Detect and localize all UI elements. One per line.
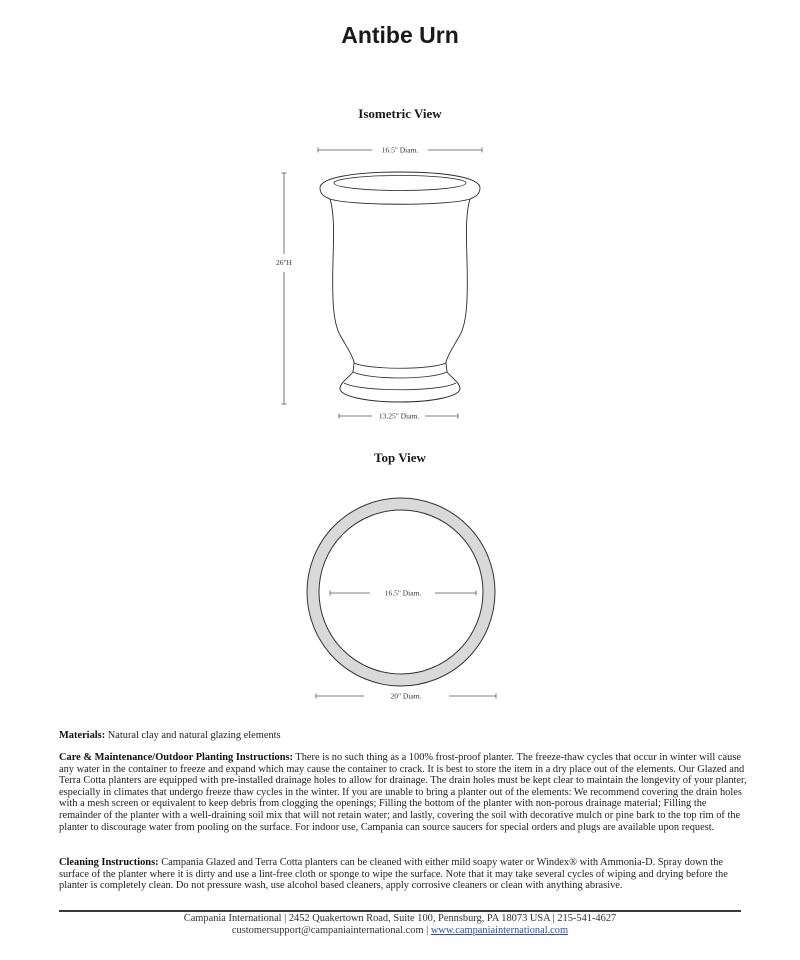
materials-paragraph [59,730,749,742]
urn-neck-sides [353,362,447,372]
outer-diameter-label: 20" Diam. [390,691,422,701]
urn-rim [320,172,480,204]
document-title: Antibe Urn [341,22,459,48]
outer-diameter-dimension [316,692,496,701]
materials-label: Materials: [59,730,106,741]
cleaning-label: Cleaning Instructions: [59,857,159,868]
urn-neck-line-lower [353,372,447,378]
urn-isometric-outline [320,172,480,402]
care-label: Care & Maintenance/Outdoor Planting Instructions: [59,752,293,763]
isometric-view-heading: Isometric View [358,106,442,121]
urn-foot-line [344,383,456,390]
footer-email[interactable]: customersupport@campaniainternational.com [231,925,424,936]
urn-neck-line [354,363,446,368]
urn-rim-inner [334,176,466,191]
base-diameter-dimension [339,412,458,421]
height-label: 26"H [276,258,292,267]
cleaning-text: Campania Glazed and Terra Cotta planters can be cleaned with either mild soapy water or Windex® with Ammonia-D. Spray down the surface of the planter where it is dirty and use a lint-free cloth or sponge to wipe the surface. Note that it may take several cycles of wiping and drying before the planter is completely clean. Do not pressure wash, use alcohol based cleaners, apply corrosive cleaners or clean with anything abrasive. [59,857,728,892]
inner-diameter-label: 16.5" Diam. [384,588,422,598]
top-diameter-label: 16.5" Diam. [381,145,419,155]
care-instructions-paragraph [59,752,749,833]
base-diameter-label: 13.25" Diam. [378,411,420,421]
cleaning-instructions-paragraph [59,857,749,892]
footer-divider [59,910,741,912]
footer-separator: | [423,925,431,936]
height-dimension [276,173,293,404]
care-text: There is no such thing as a 100% frost-proof planter. The freeze-thaw cycles that occur in winter will cause any water in the container to freeze and expand which may cause the container to crack. It is best to store the item in a dry place out of the elements. Our Glazed and Terra Cotta planters are equipped with pre-installed drainage holes to allow for drainage. The drain holes must be kept clear to maintain the longevity of your planter, especially in climates that undergo freeze thaw cycles in the winter. If you are unable to bring a planter out of the elements: We recommend covering the drain holes with a mesh screen or equivalent to keep debris from clogging the openings; Filling the bottom of the planter with non-porous drainage material; Filling the remainder of the planter with a well-draining soil mix that will not retain water; and lastly, covering the soil with decorative mulch or pine bark to the top rim of the planter to discourage water from pooling on the surface. For indoor use, Campania can source saucers for special orders and plugs are available upon request. [59,752,747,833]
footer-address: Campania International | 2452 Quakertown Road, Suite 100, Pennsburg, PA 18073 USA | 215-541-4627 [183,913,617,924]
urn-body-right [446,199,470,362]
urn-body-left [330,199,354,362]
top-diameter-dimension [318,146,482,155]
footer-contact [0,925,800,936]
materials-text: Natural clay and natural glazing elements [105,730,281,741]
footer-website-link[interactable]: www.campaniainternational.com [430,925,569,936]
top-view-heading: Top View [374,450,426,465]
